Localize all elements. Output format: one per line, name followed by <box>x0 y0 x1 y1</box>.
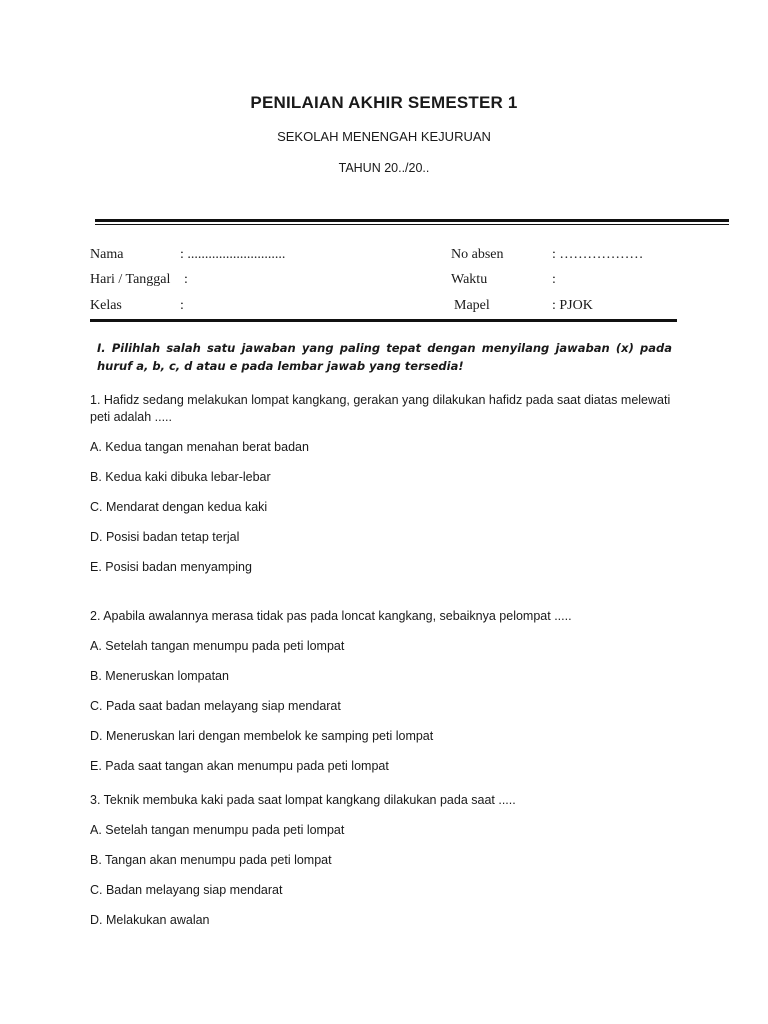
question-2: 2. Apabila awalannya merasa tidak pas pada loncat kangkang, sebaiknya pelompat ..... <box>90 609 572 623</box>
hari-tanggal-field: : <box>184 272 188 287</box>
question-1-option-c: C. Mendarat dengan kedua kaki <box>90 500 268 514</box>
header-divider <box>95 219 729 222</box>
instruction-text: I. Pilihlah salah satu jawaban yang paling tepat dengan menyilang jawaban (x) pada huruf a, b, c, d atau e pada lembar jawab yang tersedia! <box>97 341 672 373</box>
academic-year: TAHUN 20../20.. <box>338 161 430 175</box>
kelas-label: Kelas <box>90 298 122 313</box>
waktu-label: Waktu <box>451 272 488 287</box>
question-1: 1. Hafidz sedang melakukan lompat kangkang, gerakan yang dilakukan hafidz pada saat diatas melewati peti adalah ..... <box>90 393 671 424</box>
kelas-field: : <box>180 298 184 313</box>
question-1-option-d: D. Posisi badan tetap terjal <box>90 530 240 544</box>
mapel-field: : PJOK <box>552 298 593 313</box>
question-3: 3. Teknik membuka kaki pada saat lompat kangkang dilakukan pada saat ..... <box>90 793 516 807</box>
exam-title: PENILAIAN AKHIR SEMESTER 1 <box>250 93 518 112</box>
identity-divider <box>90 319 677 322</box>
question-1-option-a: A. Kedua tangan menahan berat badan <box>90 440 309 454</box>
waktu-field: : <box>552 272 556 287</box>
nama-label: Nama <box>90 247 124 262</box>
nama-field: : ............................ <box>180 247 286 262</box>
question-3-option-c: C. Badan melayang siap mendarat <box>90 883 283 897</box>
header-divider-thin <box>95 224 729 225</box>
question-1-option-e: E. Posisi badan menyamping <box>90 560 252 574</box>
question-2-option-c: C. Pada saat badan melayang siap mendarat <box>90 699 341 713</box>
absen-field: : ……………… <box>552 247 644 262</box>
question-2-option-b: B. Meneruskan lompatan <box>90 669 229 683</box>
question-3-option-b: B. Tangan akan menumpu pada peti lompat <box>90 853 332 867</box>
school-name: SEKOLAH MENENGAH KEJURUAN <box>277 129 491 144</box>
question-2-option-d: D. Meneruskan lari dengan membelok ke samping peti lompat <box>90 729 434 743</box>
hari-tanggal-label: Hari / Tanggal <box>90 272 171 287</box>
question-3-option-a: A. Setelah tangan menumpu pada peti lompat <box>90 823 345 837</box>
question-3-option-d: D. Melakukan awalan <box>90 913 210 927</box>
question-1-option-b: B. Kedua kaki dibuka lebar-lebar <box>90 470 271 484</box>
question-2-option-a: A. Setelah tangan menumpu pada peti lompat <box>90 639 345 653</box>
absen-label: No absen <box>451 247 504 262</box>
question-2-option-e: E. Pada saat tangan akan menumpu pada peti lompat <box>90 759 389 773</box>
mapel-label: Mapel <box>454 298 490 313</box>
